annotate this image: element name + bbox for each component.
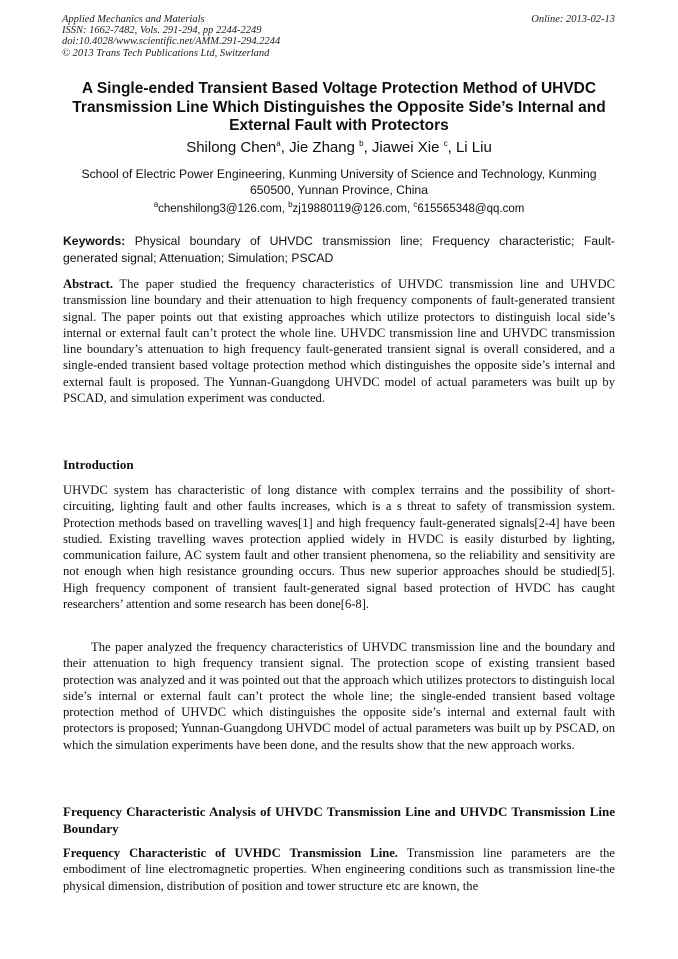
email-superscript: c xyxy=(413,200,418,210)
email-address: chenshilong3@126.com, xyxy=(158,203,289,215)
abstract-label: Abstract. xyxy=(63,277,114,291)
author-superscript: c xyxy=(443,139,448,148)
affiliation: School of Electric Power Engineering, Kunming University of Science and Technology, Kunming 650500, Yunnan Province, China xyxy=(81,167,597,197)
email-address: zj19880119@126.com, xyxy=(292,203,414,215)
introduction-heading: Introduction xyxy=(63,457,134,472)
author-name: Shilong Chen xyxy=(186,139,277,156)
author-superscript: b xyxy=(359,139,364,148)
subsection-label: Frequency Characteristic of UVHDC Transmission Line. xyxy=(63,846,398,860)
author-name: Jiawei Xie xyxy=(371,139,440,156)
email-superscript: a xyxy=(153,200,159,210)
section-heading: Frequency Characteristic Analysis of UHVDC Transmission Line and UHVDC Transmission Line Boundary xyxy=(63,804,615,836)
email-superscript: b xyxy=(288,200,293,210)
author-separator: , xyxy=(447,139,456,156)
keywords-label: Keywords: xyxy=(63,234,126,248)
journal-name: Applied Mechanics and Materials xyxy=(62,14,205,25)
abstract-block xyxy=(63,276,615,406)
author-separator: , xyxy=(363,139,372,156)
copyright-line: © 2013 Trans Tech Publications Ltd, Switzerland xyxy=(62,47,270,59)
subsection-text: Transmission line parameters are the embodiment of line electromagnetic properties. When engineering conditions such as transmission line-the physical dimension, distribution of position and tower structure etc are known, the xyxy=(63,846,615,893)
keywords-text: Physical boundary of UHVDC transmission line; Frequency characteristic; Fault-generated signal; Attenuation; Simulation; PSCAD xyxy=(63,234,615,265)
author-separator: , xyxy=(280,139,290,156)
issn-line: ISSN: 1662-7482, Vols. 291-294, pp 2244-2249 xyxy=(62,25,262,37)
introduction-paragraph-2: The paper analyzed the frequency characteristics of UHVDC transmission line and the boundary and their attenuation to high frequency transient signal. The protection scope of existing transient based protection was analyzed and it was pointed out that the approach which utilizes protectors to distinguish local side’s internal or external fault can’t protect the whole line; the single-ended transient based voltage protection method of UHVDC which distinguishes the opposite side’s internal and external fault with protectors is proposed; Yunnan-Guangdong UHVDC model of actual parameters was built up by PSCAD, on which the simulation experiments have been done, and the results show that the new approach works. xyxy=(63,640,615,752)
email-list xyxy=(60,200,618,215)
online-date: Online: 2013-02-13 xyxy=(531,14,615,25)
author-superscript: a xyxy=(276,139,281,148)
paper-title: A Single-ended Transient Based Voltage Protection Method of UHVDC Transmission Line Which Distinguishes the Opposite Side’s Internal and External Fault with Protectors xyxy=(72,80,606,135)
author-list xyxy=(40,138,638,158)
keywords-block xyxy=(63,233,615,267)
email-address: 615565348@qq.com xyxy=(417,203,525,215)
abstract-text: The paper studied the frequency characteristics of UHVDC transmission line and UHVDC transmission line boundary and their attenuation to high frequency components of fault-generated transient signal. The paper points out that existing approaches which utilize protectors to distinguish local side’s internal or external fault can’t protect the whole line. UHVDC transmission line and UHVDC transmission line boundary’s attenuation to high frequency fault-generated transient signal is overall considered, and a single-ended transient based voltage protection method which distinguishes the opposite side’s internal and external fault is proposed. The Yunnan-Guangdong UHVDC model of actual parameters was built up by PSCAD, and simulation experiment was conducted. xyxy=(63,277,615,406)
doi-line: doi:10.4028/www.scientific.net/AMM.291-294.2244 xyxy=(62,36,281,48)
author-name: Li Liu xyxy=(455,139,492,156)
subsection-paragraph xyxy=(63,845,615,894)
journal-header xyxy=(62,14,280,59)
introduction-paragraph-1: UHVDC system has characteristic of long distance with complex terrains and the possibility of short-circuiting, lighting fault and other faults increases, which is a s threat to safety of transmission system. Protection methods based on travelling waves[1] and high frequency fault-generated signals[2-4] have been studied. Existing travelling waves protection applied widely in HVDC is easily disturbed by lighting, communication failure, AC system fault and other transient phenomena, so the reliability and sensitivity are not enough when high resistance grounding occurs. Thus new superior approaches should be studied[5]. High frequency component of transient fault-generated signal based protection of HVDC has caught researchers’ attention and some research has been done[6-8]. xyxy=(63,483,615,612)
author-name: Jie Zhang xyxy=(289,139,355,156)
